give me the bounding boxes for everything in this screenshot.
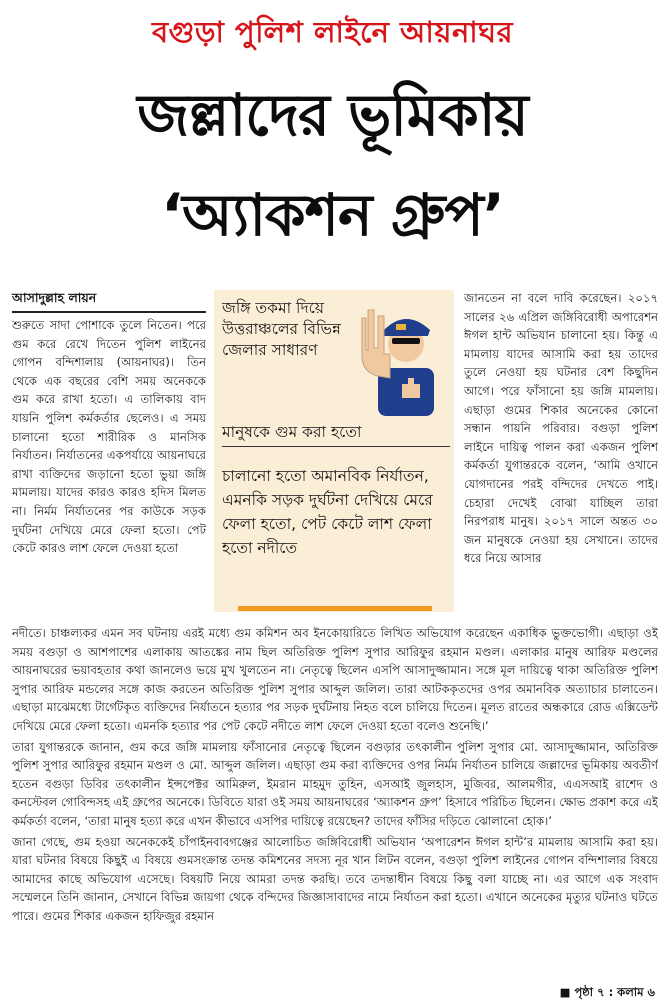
continuation-note: ■ পৃষ্ঠা ৭ : কলাম ৬ (559, 985, 655, 999)
body-paragraph: জানতেন না বলে দাবি করেছেন। ২০১৭ সালের ২৬ এপ্রিল জঙ্গিবিরোধী অপারেশন ঈগল হান্ট অভিযান চালানো হয়। কিন্তু এ মামলায় যাদের আসামি করা হয় তাদের তুলে নেওয়া হয় ঘটনার বেশ কিছুদিন আগে। পরে ফাঁসানো হয় জঙ্গি মামলায়। এছাড়া গুমের শিকার অনেকের কোনো সন্ধান পায়নি পরিবার। বগুড়া পুলিশ লাইনে দায়িত্ব পালন করা একজন পুলিশ কর্মকর্তা যুগান্তরকে বলেন, ‘আমি ওখানে যোগদানের পরই বন্দিদের দেখতে পাই। চেহারা দেখেই বোঝা যাচ্ছিল তারা নিরপরাধ মানুষ। ২০১৭ সালে অন্তত ৩০ জন মানুষকে নেওয়া হয় সেখানে। তাদের ধরে নিয়ে আসার (464, 291, 658, 566)
body-lower-section (12, 624, 658, 984)
body-paragraph: তারা যুগান্তরকে জানান, গুম করে জঙ্গি মামলায় ফাঁসানোর নেতৃত্বে ছিলেন বগুড়ার তৎকালীন পুলিশ সুপার মো. আসাদুজ্জামান, অতিরিক্ত পুলিশ সুপার আরিফুর রহমান মণ্ডল ও মো. আব্দুল জলিল। এছাড়া গুম করা ব্যক্তিদের ওপর নির্মম নির্যাতন চালিয়ে জল্লাদের ভূমিকায় অবতীর্ণ হতেন বগুড়া ডিবির তৎকালীন ইন্সপেক্টর আমিরুল, ইমরান মাহমুদ তুহিন, এসআই জুলহাস, মুজিবর, আলমগীর, এএসআই রাশেদ ও কনস্টেবল গোবিন্দসহ এই গ্রুপের অনেকে। ডিবিতে যারা ওই সময় আয়নাঘরের ‘অ্যাকশন গ্রুপ’ হিসাবে পরিচিত ছিলেন। ক্ষোভ প্রকাশ করে এই কর্মকর্তা বলেন, ‘তারা মানুষ হত্যা করে এখন কীভাবে এসপির দায়িত্বে রয়েছেন? তাদের ফাঁসির দড়িতে ঝোলানো হোক।’ (12, 739, 658, 828)
pull-quote-1: জঙ্গি তকমা দিয়ে উত্তরাঞ্চলের বিভিন্ন জেলার সাধারণ (222, 299, 341, 359)
body-paragraph: শুরুতে সাদা পোশাকে তুলে নিতেন। পরে গুম করে রেখে দিতেন পুলিশ লাইনের গোপন বন্দিশালায় (আয়নাঘর)। তিন থেকে এক বছরের বেশি সময় অনেককে গুম করে রাখা হতো। এ তালিকায় বাদ যায়নি পুলিশ কর্মকর্তার ছেলেও। এ সময় চালানো হতো শারীরিক ও মানসিক নির্যাতন। নির্যাতনের একপর্যায়ে আয়নাঘরে রাখা ব্যক্তিদের জড়ানো হতো ভুয়া জঙ্গি মামলায়। যাদের কারও কারও হদিস মিলত না। নির্মম নির্যাতনের পর কাউকে সড়ক দুর্ঘটনা দেখিয়ে মেরে ফেলা হতো। পেট কেটে কারও লাশ ফেলে দেওয়া হতো (12, 318, 206, 556)
kicker: বগুড়া পুলিশ লাইনে আয়নাঘর (151, 15, 514, 49)
body-column-1 (12, 316, 206, 622)
body-paragraph: নদীতে। চাঞ্চল্যকর এমন সব ঘটনায় এরই মধ্যে গুম কমিশন অব ইনকোয়ারিতে লিখিত অভিযোগ করেছেন একাধিক ভুক্তভোগী। এছাড়া ওই সময় বগুড়া ও আশপাশের এলাকায় আতঙ্কের নাম ছিল অতিরিক্ত পুলিশ সুপার আরিফুর রহমান মণ্ডল। এলাকার মানুষ আরিফ মণ্ডলের আয়নাঘরের ভয়াবহতার কথা জানলেও ভয়ে মুখ খুলতেন না। নেতৃত্বে ছিলেন এসপি আসাদুজ্জামান। সঙ্গে মূল দায়িত্বে থাকা অতিরিক্ত পুলিশ সুপার আরিফ মন্ডলের সঙ্গে কাজ করতেন অতিরিক্ত পুলিশ সুপার আব্দুল জলিল। তারা আটককৃতদের ওপর অমানবিক অত্যাচার চালাতেন। এছাড়া মাঝেমধ্যে টার্গেটকৃত ব্যক্তিদের নির্যাতনে হত্যার পর সড়ক দুর্ঘটনায় নিহত বলে চালিয়ে দিতেন। মূলত রাতের অন্ধকারে রোড এক্সিডেন্ট দেখিয়ে মেরে ফেলা হতো। এমনকি হত্যার পর পেট কেটে নদীতে লাশ ফেলে দেওয়া হতো বলেও শুনেছি।’ (12, 626, 658, 733)
body-paragraph: জানা গেছে, গুম হওয়া অনেককেই চাঁপাইনবাবগঞ্জের আলোচিত জঙ্গিবিরোধী অভিযান ‘অপারেশন ঈগল হান্ট’র মামলায় আসামি করা হয়। যারা ঘটনার বিষয়ে কিছুই এ বিষয়ে গুমসংক্রান্ত তদন্ত কমিশনের সদস্য নূর খান লিটন বলেন, বগুড়া পুলিশ লাইনের গোপন বন্দিশালার বিষয়ে আমাদের কাছে অভিযোগ এসেছে। বিষয়টি নিয়ে আমরা তদন্ত করছি। তবে তদন্তাধীন বিষয়ে কিছু বলা যাচ্ছে না। এর আগে এক সংবাদ সম্মেলনে তিনি জানান, সেখানে বিভিন্ন জায়গা থেকে বন্দিদের জিজ্ঞাসাবাদের নামে নির্যাতন করা হতো। এখানে অনেকের মৃত্যুর ঘটনাও ঘটতে পারে। গুমের শিকার একজন হাফিজুর রহমান (12, 834, 658, 923)
pull-quote-box (214, 290, 454, 612)
police-officer-stop-icon (344, 298, 452, 416)
headline-line-1: জল্লাদের ভূমিকায় (137, 81, 528, 149)
pull-quote-2: চালানো হতো অমানবিক নির্যাতন, এমনকি সড়ক দুর্ঘটনা দেখিয়ে মেরে ফেলা হতো, পেট কেটে লাশ ফেলা হতো নদীতে (222, 467, 433, 557)
accent-bar (238, 606, 432, 611)
byline: আসাদুল্লাহ লায়ন (12, 290, 206, 313)
pull-quote-1-tail: মানুষকে গুম করা হতো (222, 422, 450, 447)
headline-line-2: ‘অ্যাকশন গ্রুপ’ (161, 181, 504, 249)
body-column-3 (464, 289, 658, 624)
